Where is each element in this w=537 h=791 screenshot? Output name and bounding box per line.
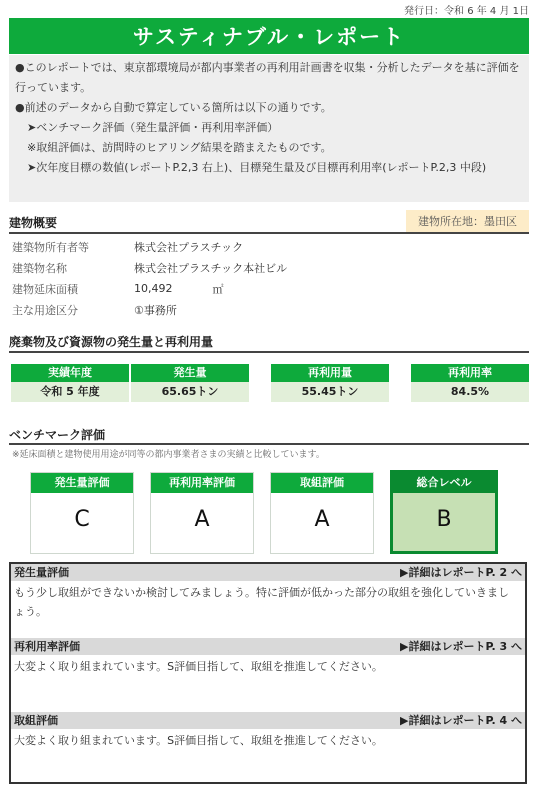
eval-effort-label: 取組評価 [271, 473, 373, 493]
intro-bullet: ➤ベンチマーク評価（発生量評価・再利用率評価） [27, 121, 279, 134]
use-label: 主な用途区分 [12, 303, 78, 317]
gen-comment-title: 発生量評価 [14, 566, 69, 579]
eval-total-label: 総合レベル [393, 473, 495, 493]
floor-area-unit: ㎡ [212, 282, 224, 296]
effort-detail-link[interactable]: ▶詳細はレポートP. 4 へ [400, 714, 522, 727]
gen-comment-header [11, 564, 525, 581]
floor-area-value: 10,492 [134, 282, 173, 295]
building-location: 建物所在地：墨田区 [406, 210, 529, 232]
effort-comment-header [11, 712, 525, 729]
owner-label: 建築物所有者等 [12, 240, 89, 254]
building-section-heading [9, 214, 529, 234]
intro-note: ※取組評価は、訪問時のヒアリング結果を踏まえたものです。 [27, 141, 332, 154]
eval-total [390, 470, 498, 554]
benchmark-note: ※延床面積と建物使用用途が同等の都内事業者さまの実績と比較しています。 [12, 450, 325, 460]
effort-comment-title: 取組評価 [14, 714, 58, 727]
stat-generation-label: 発生量 [131, 364, 249, 382]
eval-rate-grade: A [194, 507, 210, 532]
eval-generation-grade: C [74, 507, 90, 532]
rate-detail-link[interactable]: ▶詳細はレポートP. 3 へ [400, 640, 522, 653]
stat-rate [411, 364, 529, 402]
issue-date: 発行日：令和 6 年 4 月 1日 [404, 6, 529, 17]
benchmark-heading: ベンチマーク評価 [9, 428, 106, 442]
use-value: ①事務所 [134, 303, 177, 317]
report-title: サスティナブル・レポート [9, 18, 529, 54]
waste-section-heading [9, 333, 529, 353]
floor-area-label: 建物延床面積 [12, 282, 78, 296]
effort-comment-text: 大変よく取り組まれています。S評価目指して、取組を推進してください。 [14, 734, 383, 747]
stat-year-label: 実績年度 [11, 364, 129, 382]
intro-box [9, 55, 529, 202]
stat-generation [131, 364, 249, 402]
rate-comment-text: 大変よく取り組まれています。S評価目指して、取組を推進してください。 [14, 660, 383, 673]
benchmark-section-heading [9, 426, 529, 445]
eval-generation [30, 472, 134, 554]
eval-effort-grade: A [314, 507, 330, 532]
intro-line: ●前述のデータから自動で算定している箇所は以下の通りです。 [15, 101, 332, 114]
stat-reuse-label: 再利用量 [271, 364, 389, 382]
owner-value: 株式会社プラスチック [134, 240, 244, 254]
building-info [12, 236, 287, 320]
stat-year-value: 令和 5 年度 [11, 382, 129, 402]
stat-year [11, 364, 129, 402]
waste-heading: 廃棄物及び資源物の発生量と再利用量 [9, 335, 214, 349]
building-name-label: 建築物名称 [12, 261, 67, 275]
eval-rate-label: 再利用率評価 [151, 473, 253, 493]
building-heading: 建物概要 [9, 216, 58, 230]
stat-rate-value: 84.5% [411, 382, 529, 402]
eval-total-grade: B [436, 507, 452, 532]
rate-comment-title: 再利用率評価 [14, 640, 80, 653]
eval-generation-label: 発生量評価 [31, 473, 133, 493]
stat-reuse [271, 364, 389, 402]
rate-comment-header [11, 638, 525, 655]
stat-generation-value: 65.65トン [131, 382, 249, 402]
intro-bullet: ➤次年度目標の数値(レポートP.2,3 右上)、目標発生量及び目標再利用率(レポートP.2,3 中段) [27, 161, 487, 174]
gen-comment-text: もう少し取組ができないか検討してみましょう。特に評価が低かった部分の取組を強化していきましょう。 [14, 586, 509, 618]
gen-detail-link[interactable]: ▶詳細はレポートP. 2 へ [400, 566, 522, 579]
eval-rate [150, 472, 254, 554]
stat-rate-label: 再利用率 [411, 364, 529, 382]
comments-panel [9, 562, 527, 784]
eval-effort [270, 472, 374, 554]
building-name-value: 株式会社プラスチック本社ビル [134, 261, 288, 275]
intro-line: ●このレポートでは、東京都環境局が都内事業者の再利用計画書を収集・分析したデータを基に評価を行っています。 [15, 61, 520, 94]
stat-reuse-value: 55.45トン [271, 382, 389, 402]
